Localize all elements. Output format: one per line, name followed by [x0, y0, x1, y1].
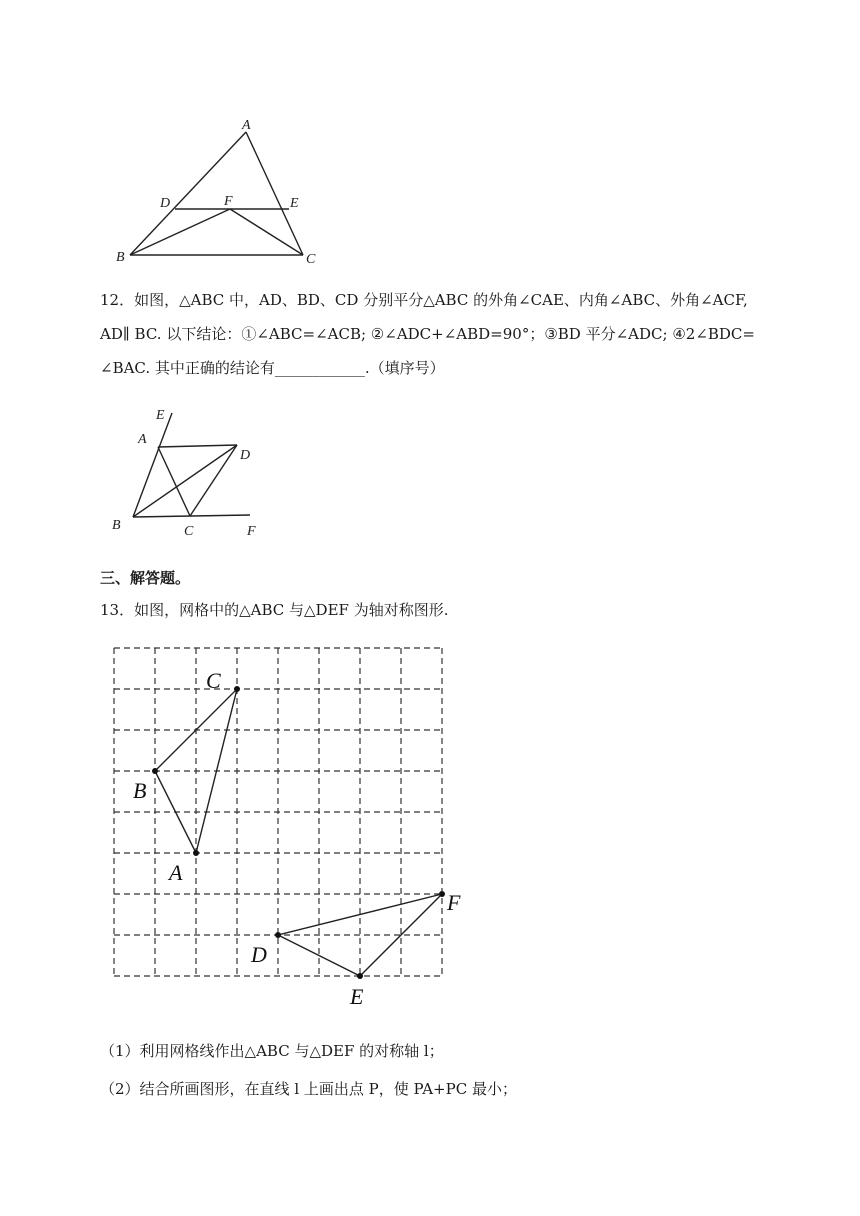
q12-line-2: AD∥ BC. 以下结论：①∠ABC=∠ACB; ②∠ADC+∠ABD=90°；③BD 平分∠ADC; ④2∠BDC= — [100, 325, 755, 343]
label-B: B — [116, 250, 125, 265]
figure-1-triangle — [105, 110, 335, 275]
label-E: E — [290, 196, 299, 211]
q13-sub-1: （1）利用网格线作出△ABC 与△DEF 的对称轴 l； — [100, 1042, 444, 1060]
label-F: F — [224, 194, 233, 209]
fig2-label-E: E — [156, 408, 165, 423]
fig2-label-D: D — [240, 448, 251, 463]
q12-line-3: ∠BAC. 其中正确的结论有____________.（填序号） — [100, 359, 445, 377]
grid-label-D: D — [251, 942, 267, 967]
grid-point-E — [357, 973, 363, 979]
label-C: C — [306, 252, 316, 267]
grid-label-E: E — [350, 984, 364, 1009]
grid-label-B: B — [133, 778, 147, 803]
q13-line-1: 13．如图，网格中的△ABC 与△DEF 为轴对称图形. — [100, 601, 449, 619]
grid-label-C: C — [206, 668, 221, 693]
question-12 — [100, 283, 780, 385]
grid-point-C — [234, 686, 240, 692]
grid-point-B — [152, 768, 158, 774]
q12-line-1 — [100, 283, 780, 317]
grid-point-A — [193, 850, 199, 856]
fig2-label-B: B — [112, 518, 121, 533]
q12-text-1: 如图，△ABC 中，AD、BD、CD 分别平分△ABC 的外角∠CAE、内角∠ABC、外角∠ACF, — [134, 291, 748, 309]
fig2-label-A: A — [138, 432, 147, 447]
section-3-title: 三、解答题。 — [100, 569, 191, 587]
grid-label-A: A — [169, 860, 183, 885]
grid-point-D — [275, 932, 281, 938]
grid-point-F — [439, 891, 445, 897]
fig2-label-F: F — [247, 524, 256, 539]
figure-2-angle-bisectors — [100, 405, 275, 545]
fig2-label-C: C — [184, 524, 194, 539]
grid-label-F: F — [447, 890, 461, 915]
q12-number: 12． — [100, 291, 135, 309]
grid-figure — [100, 638, 480, 1018]
label-D: D — [160, 196, 171, 211]
q13-sub-2: （2）结合所画图形，在直线 l 上画出点 P，使 PA+PC 最小； — [100, 1080, 517, 1098]
label-A: A — [242, 118, 251, 133]
